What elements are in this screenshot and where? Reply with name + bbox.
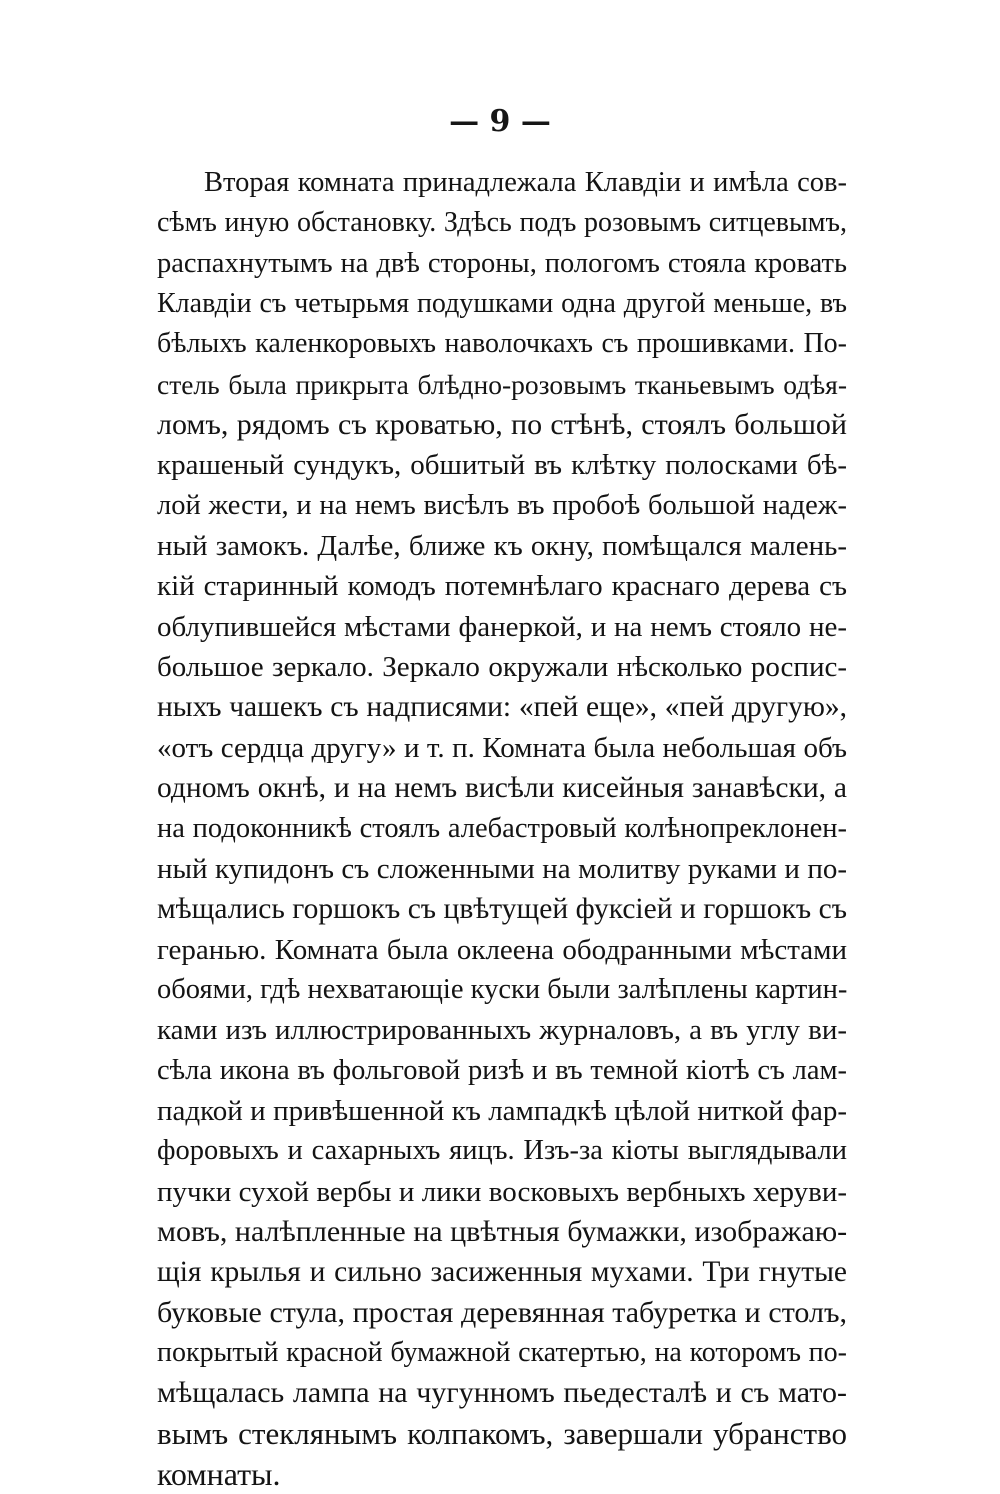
text-line: большое зеркало. Зеркало окружали нѣсколько роспис- xyxy=(157,651,847,684)
text-line: облупившейся мѣстами фанеркой, и на немъ стояло не- xyxy=(157,610,847,643)
text-line: мѣщалась лампа на чугунномъ пьедесталѣ и съ мато- xyxy=(157,1376,847,1410)
text-line: буковые стула, простая деревянная табуретка и столъ, xyxy=(157,1295,847,1329)
text-line: покрытый красной бумажной скатертью, на которомъ по- xyxy=(157,1336,847,1368)
text-line: сѣмъ иную обстановку. Здѣсь подъ розовымъ ситцевымъ, xyxy=(157,207,847,239)
text-line: геранью. Комната была оклеена ободранными мѣстами xyxy=(157,933,847,966)
text-line: Вторая комната принадлежала Клавдіи и имѣла сов- xyxy=(204,167,847,198)
text-line: вымъ стеклянымъ колпакомъ, завершали убранство xyxy=(157,1415,847,1451)
text-line: форовыхъ и сахарныхъ яицъ. Изъ-за кіоты выглядывали xyxy=(157,1135,847,1167)
text-line: пучки сухой вербы и лики восковыхъ вербныхъ херуви- xyxy=(157,1175,847,1208)
text-line: распахнутымъ на двѣ стороны, пологомъ стояла кровать xyxy=(157,247,847,279)
text-line: ный купидонъ съ сложенными на молитву руками и по- xyxy=(157,852,847,885)
text-line: обоями, гдѣ нехватающіе куски были залѣплены картин- xyxy=(157,973,847,1005)
text-line: одномъ окнѣ, и на немъ висѣли кисейныя занавѣски, а xyxy=(157,772,847,805)
text-line: кій старинный комодъ потемнѣлаго краснаго дерева съ xyxy=(157,570,847,603)
text-line: мовъ, налѣпленные на цвѣтныя бумажки, изображаю- xyxy=(157,1214,847,1248)
text-line: падкой и привѣшенной къ лампадкѣ цѣлой ниткой фар- xyxy=(157,1094,847,1127)
text-line: ныхъ чашекъ съ надписями: «пей еще», «пей другую», xyxy=(157,691,847,724)
text-line: крашеный сундукъ, обшитый въ клѣтку полосками бѣ- xyxy=(157,449,847,482)
text-line: Клавдіи съ четырьмя подушками одна другой меньше, въ xyxy=(157,288,847,320)
text-line: стель была прикрыта блѣдно-розовымъ тканьевымъ одѣя- xyxy=(157,368,847,400)
text-line: ками изъ иллюстрированныхъ журналовъ, а въ углу ви- xyxy=(157,1014,847,1047)
text-line: мѣщались горшокъ съ цвѣтущей фуксіей и горшокъ съ xyxy=(157,893,847,926)
text-line: ный замокъ. Далѣе, ближе къ окну, помѣщался малень- xyxy=(157,530,847,563)
text-line: «отъ сердца другу» и т. п. Комната была небольшая объ xyxy=(157,731,847,764)
text-line: щія крылья и сильно засиженныя мухами. Три гнутые xyxy=(157,1256,847,1289)
text-line: сѣла икона въ фольговой ризѣ и въ темной кіотѣ съ лам- xyxy=(157,1054,847,1086)
page-number: — 9 — xyxy=(449,104,551,139)
text-line: лой жести, и на немъ висѣлъ въ пробоѣ большой надеж- xyxy=(157,489,847,521)
text-line: комнаты. xyxy=(157,1456,281,1492)
body-text xyxy=(157,163,847,1494)
text-line: на подоконникѣ стоялъ алебастровый колѣнопреклонен- xyxy=(157,812,847,844)
text-line: бѣлыхъ каленкоровыхъ наволочкахъ съ прошивками. По- xyxy=(157,328,847,360)
text-line: ломъ, рядомъ съ кроватью, по стѣнѣ, стоялъ большой xyxy=(157,408,847,442)
